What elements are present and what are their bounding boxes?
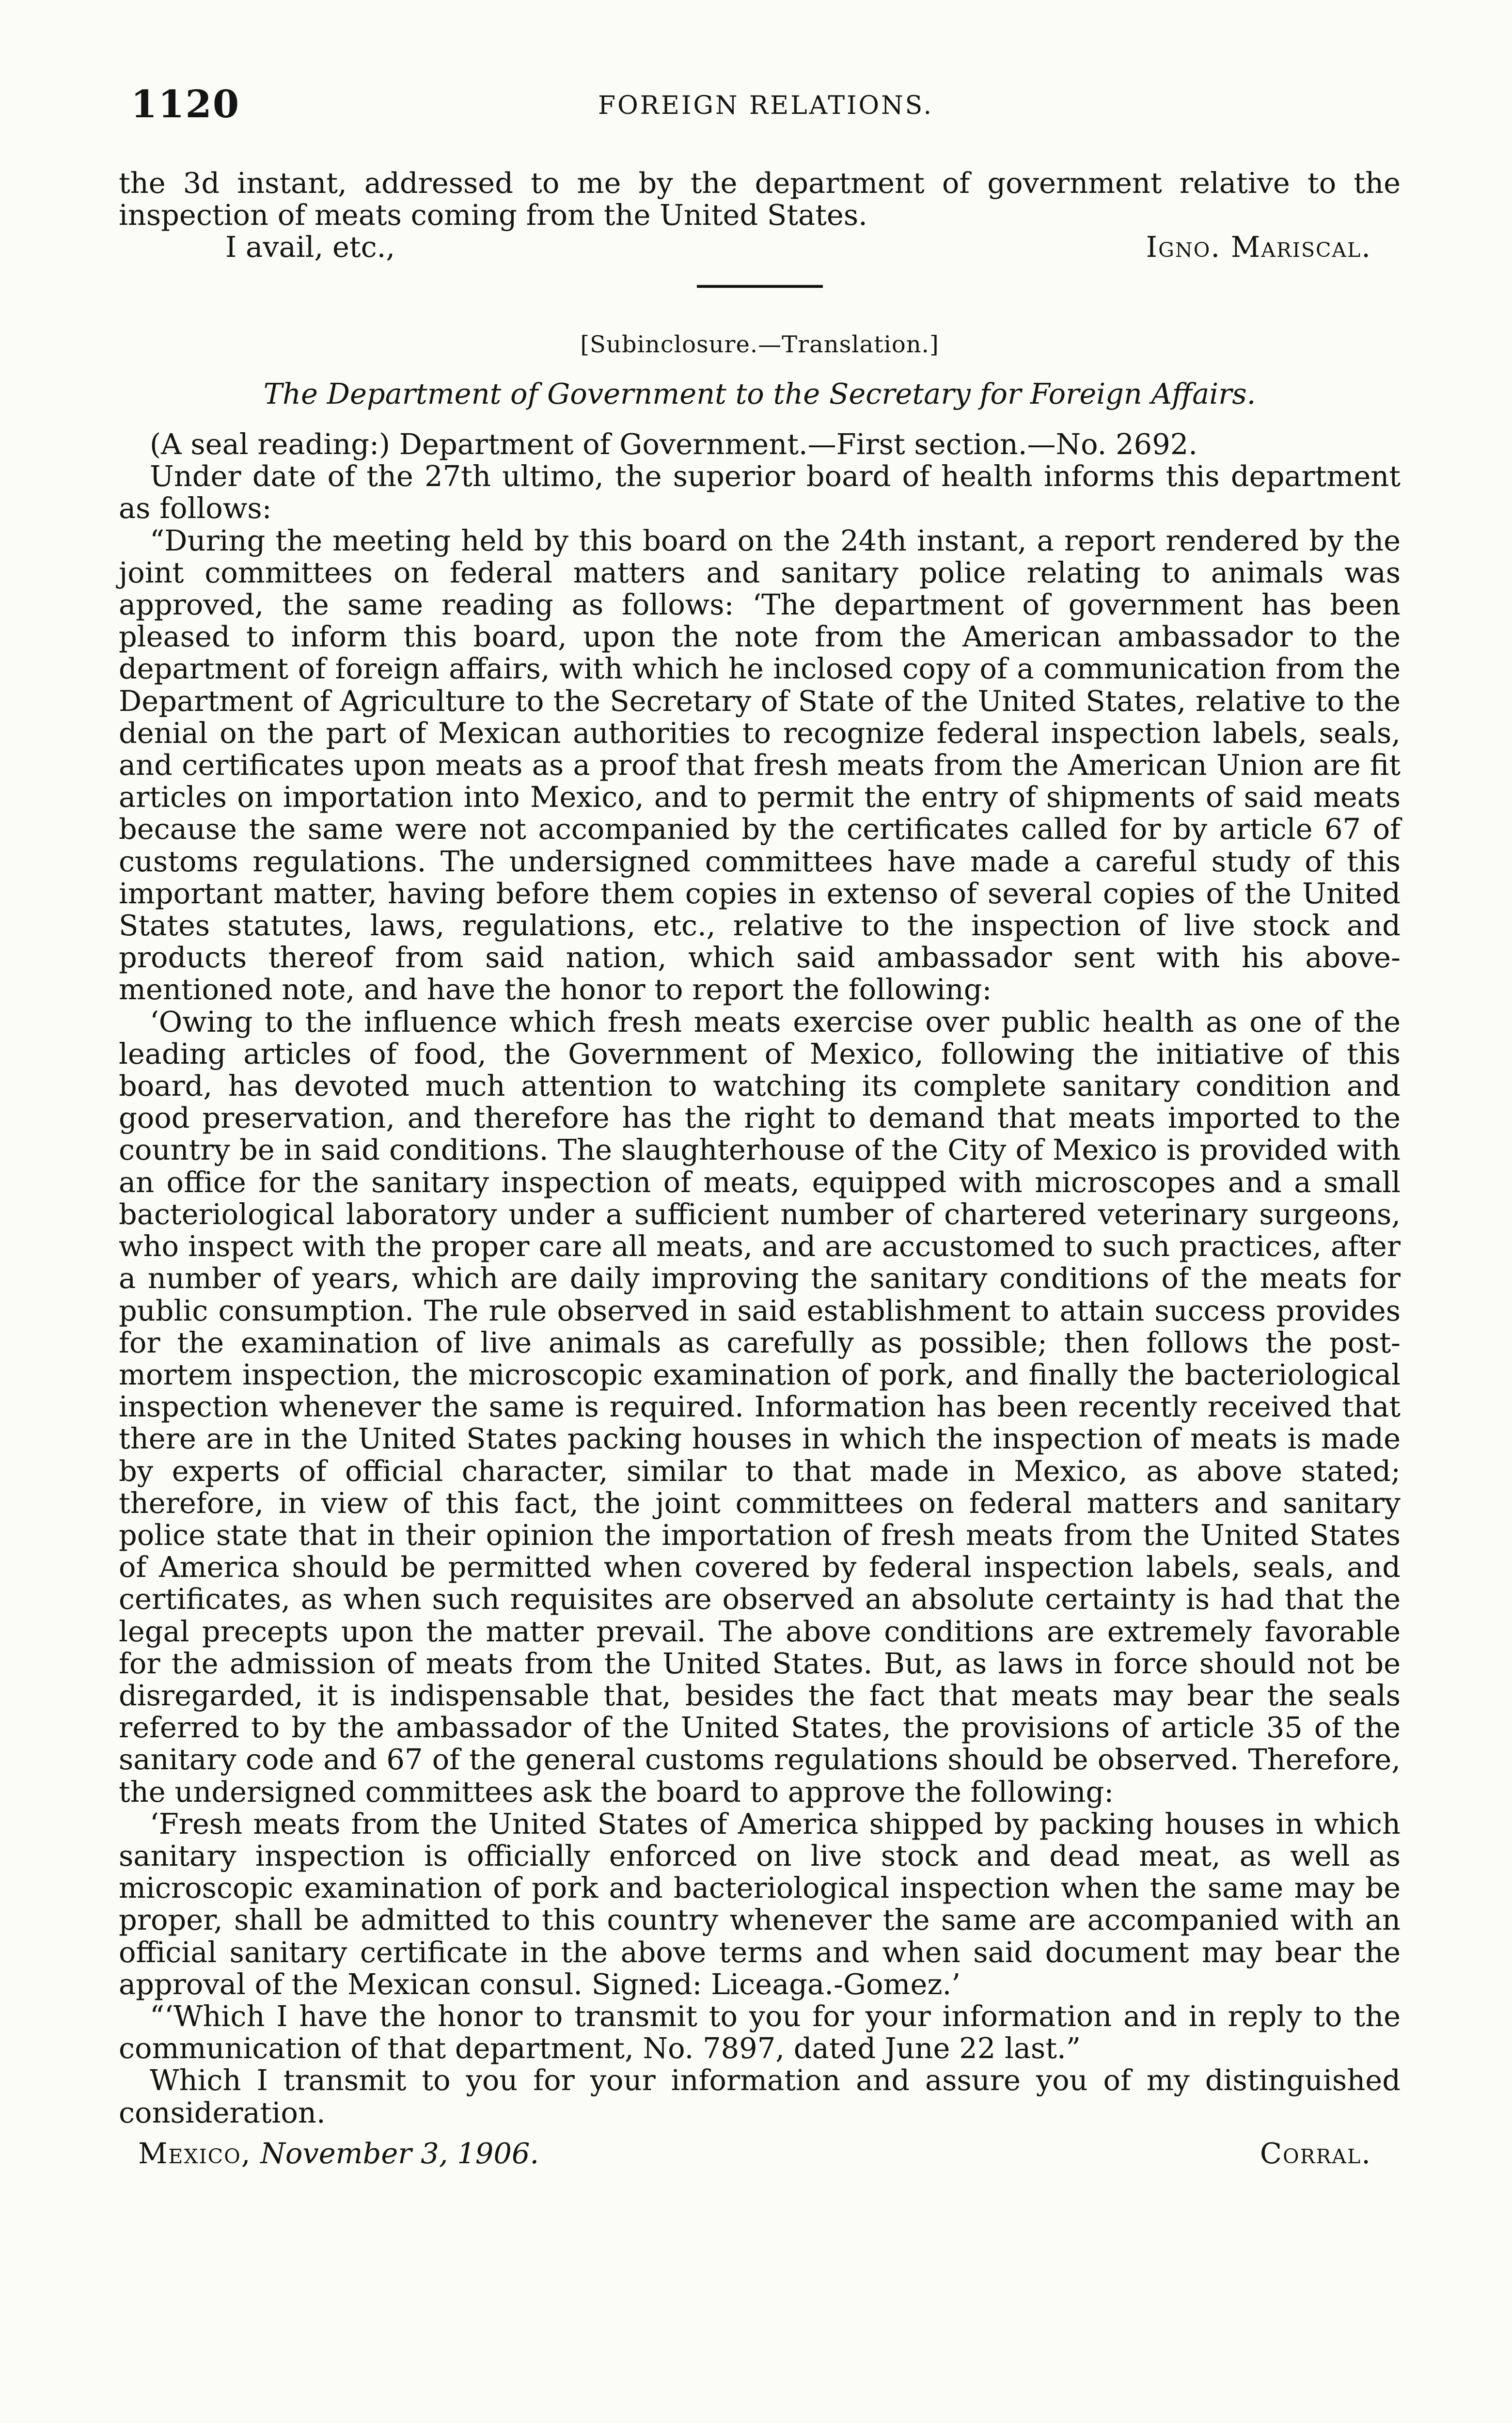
letter-closing-text: the 3d instant, addressed to me by the department of government relative to the inspection of meats coming from the United States. bbox=[119, 166, 1401, 232]
closing-signature: Corral. bbox=[1260, 2136, 1371, 2170]
subinclosure-label: [Subinclosure.—Translation.] bbox=[580, 330, 939, 358]
dateline-date: November 3, 1906. bbox=[260, 2136, 539, 2170]
letter-signature: Igno. Mariscal. bbox=[1146, 230, 1371, 264]
letter-valediction: I avail, etc., bbox=[225, 230, 395, 264]
page-body bbox=[119, 167, 1401, 2170]
page-number: 1120 bbox=[131, 82, 240, 126]
letter-signature-line bbox=[119, 231, 1401, 263]
page-header bbox=[131, 82, 1401, 126]
body-paragraph: Under date of the 27th ultimo, the superior board of health informs this department as follows: bbox=[119, 459, 1401, 525]
dateline-left bbox=[138, 2138, 539, 2170]
dateline-place: Mexico, bbox=[138, 2136, 252, 2170]
running-title: FOREIGN RELATIONS. bbox=[598, 91, 933, 120]
body-paragraph: “‘Which I have the honor to transmit to you for your information and in reply to the communication of that department, No. 7897, dated June 22 last.” bbox=[119, 1999, 1401, 2065]
dateline bbox=[119, 2138, 1401, 2170]
section-divider bbox=[697, 285, 823, 288]
body-paragraph: Which I transmit to you for your information and assure you of my distinguished consideration. bbox=[119, 2063, 1401, 2129]
seal-paragraph: (A seal reading:) Department of Government.—First section.—No. 2692. bbox=[150, 427, 1198, 461]
body-paragraph: “During the meeting held by this board on the 24th instant, a report rendered by the joint committees on federal matters and sanitary police relating to animals was approved, the same reading as follows: ‘The department of government has been pleased to inform this board, upon the note from the American ambassador to the department of foreign affairs, with which he inclosed copy of a communication from the Department of Agriculture to the Secretary of State of the United States, relative to the denial on the part of Mexican authorities to recognize federal inspection labels, seals, and certificates upon meats as a proof that fresh meats from the American Union are fit articles on importation into Mexico, and to permit the entry of shipments of said meats because the same were not accompanied by the certificates called for by article 67 of customs regulations. The undersigned committees have made a careful study of this important matter, having before them copies in extenso of several copies of the United States statutes, laws, regulations, etc., relative to the inspection of live stock and products thereof from said nation, which said ambassador sent with his above-mentioned note, and have the honor to report the following: bbox=[119, 523, 1401, 1007]
body-paragraph: ‘Owing to the influence which fresh meats exercise over public health as one of the leading articles of food, the Government of Mexico, following the initiative of this board, has devoted much attention to watching its complete sanitary condition and good preservation, and therefore has the right to demand that meats imported to the country be in said conditions. The slaughterhouse of the City of Mexico is provided with an office for the sanitary inspection of meats, equipped with microscopes and a small bacteriological laboratory under a sufficient number of chartered veterinary surgeons, who inspect with the proper care all meats, and are accustomed to such practices, after a number of years, which are daily improving the sanitary conditions of the meats for public consumption. The rule observed in said establishment to attain success provides for the examination of live animals as carefully as possible; then follows the post-mortem inspection, the microscopic examination of pork, and finally the bacteriological inspection whenever the same is required. Information has been recently received that there are in the United States packing houses in which the inspection of meats is made by experts of official character, similar to that made in Mexico, as above stated; therefore, in view of this fact, the joint committees on federal matters and sanitary police state that in their opinion the importation of fresh meats from the United States of America should be permitted when covered by federal inspection labels, seals, and certificates, as when such requisites are observed an absolute certainty is had that the legal precepts upon the matter prevail. The above conditions are extremely favorable for the admission of meats from the United States. But, as laws in force should not be disregarded, it is indispensable that, besides the fact that meats may bear the seals referred to by the ambassador of the United States, the provisions of article 35 of the sanitary code and 67 of the general customs regulations should be observed. Therefore, the undersigned committees ask the board to approve the following: bbox=[119, 1005, 1401, 1809]
body-paragraph: ‘Fresh meats from the United States of America shipped by packing houses in which sanitary inspection is officially enforced on live stock and dead meat, as well as microscopic examination of pork and bacteriological inspection when the same may be proper, shall be admitted to this country whenever the same are accompanied with an official sanitary certificate in the above terms and when said document may bear the approval of the Mexican consul. Signed: Liceaga.-Gomez.’ bbox=[119, 1807, 1401, 2001]
subinclosure-title: The Department of Government to the Secretary for Foreign Affairs. bbox=[263, 377, 1256, 410]
